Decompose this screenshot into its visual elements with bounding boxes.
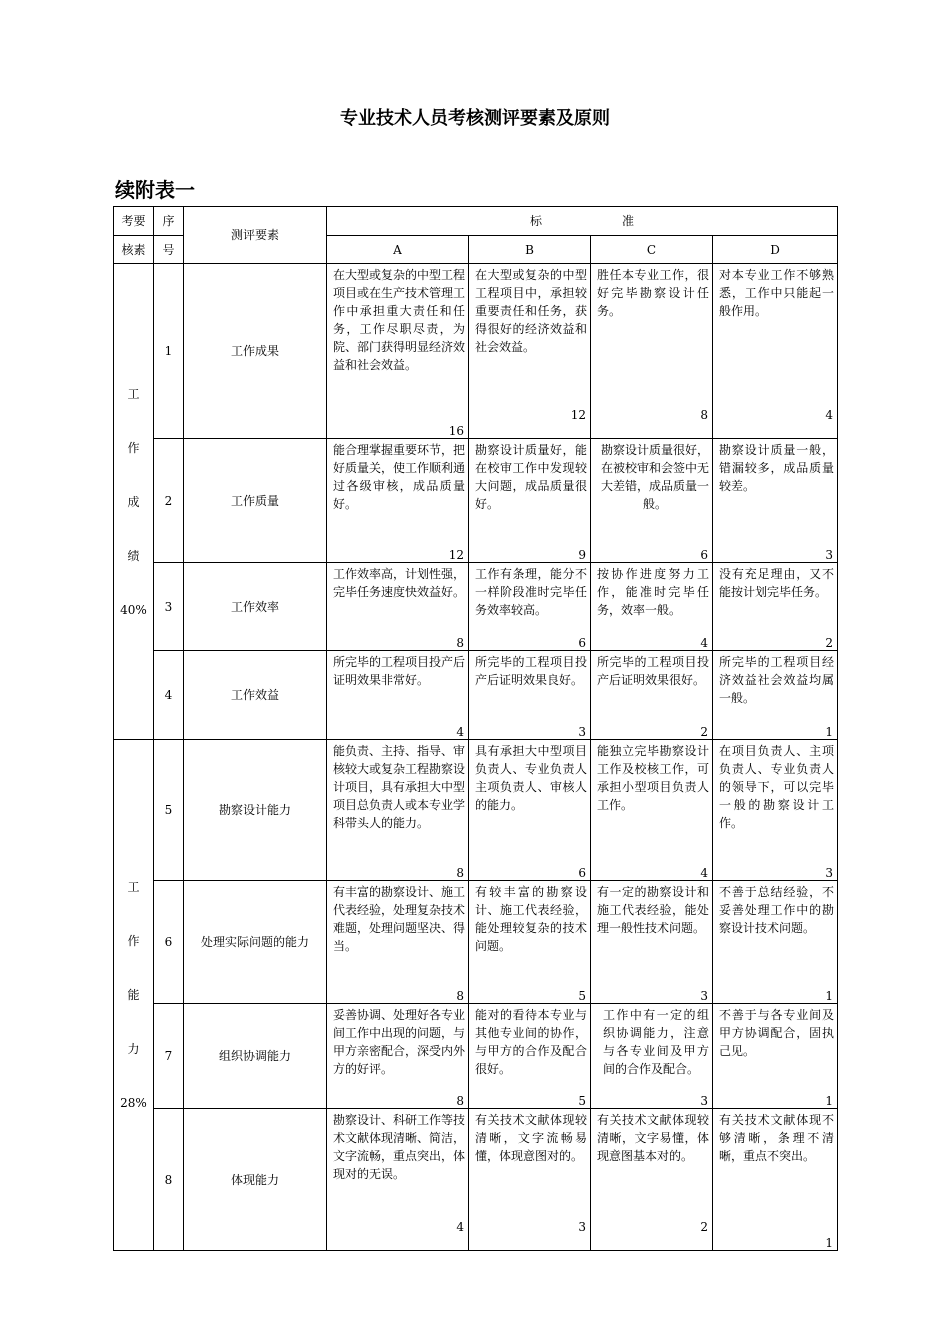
criteria-cell-d: 不善于与各专业间及甲方协调配合，固执己见。 1 <box>713 1004 838 1109</box>
criteria-cell-a: 工作效率高，计划性强，完毕任务速度快效益好。 8 <box>327 563 469 651</box>
element-cell: 体现能力 <box>184 1109 327 1251</box>
score: 6 <box>700 548 708 562</box>
criteria-cell-b: 能对的看待本专业与其他专业间的协作，与甲方的合作及配合很好。 5 <box>469 1004 591 1109</box>
table-row <box>114 563 838 651</box>
evaluation-table <box>113 206 838 1251</box>
page-title: 专业技术人员考核测评要素及原则 <box>340 108 610 129</box>
criteria-cell-c: 胜任本专业工作，很好完毕勘察设计任务。 8 <box>591 264 713 439</box>
criteria-cell-c: 有一定的勘察设计和施工代表经验，能处理一般性技术问题。 3 <box>591 881 713 1004</box>
header-element: 测评要素 <box>184 207 327 264</box>
score: 12 <box>570 408 586 422</box>
table-row <box>114 439 838 563</box>
score: 4 <box>700 866 708 880</box>
table-row <box>114 1004 838 1109</box>
criteria-cell-d: 在项目负责人、主项负责人、专业负责人的领导下，可以完毕一般的勘察设计工作。 3 <box>713 740 838 881</box>
score: 4 <box>700 636 708 650</box>
criteria-cell-c: 按协作进度努力工作，能准时完毕任务，效率一般。 4 <box>591 563 713 651</box>
score: 2 <box>825 636 834 650</box>
score: 8 <box>456 636 464 650</box>
seq-cell: 4 <box>154 651 184 740</box>
score: 8 <box>456 866 464 880</box>
category-work-ability: 工 作 能 力 28% <box>114 740 154 1251</box>
score: 1 <box>825 1236 834 1250</box>
score: 4 <box>456 1220 464 1234</box>
criteria-cell-c: 所完毕的工程项目投产后证明效果很好。 2 <box>591 651 713 740</box>
header-seq: 序 <box>154 207 184 236</box>
criteria-cell-c: 有关技术文献体现较清晰，文字易懂，体现意图基本对的。 2 <box>591 1109 713 1251</box>
header-category: 考要 <box>114 207 154 236</box>
criteria-cell-b: 在大型或复杂的中型工程项目中，承担较重要责任和任务，获得很好的经济效益和社会效益。 12 <box>469 264 591 439</box>
criteria-cell-c: 工作中有一定的组织协调能力，注意与各专业间及甲方间的合作及配合。 3 <box>591 1004 713 1109</box>
header-seq-2: 号 <box>154 236 184 264</box>
criteria-cell-b: 有关技术文献体现较清晰，文字流畅易懂，体现意图对的。 3 <box>469 1109 591 1251</box>
criteria-cell-c: 勘察设计质量很好，在被校审和会签中无大差错，成品质量一般。 6 <box>591 439 713 563</box>
table-row <box>114 264 838 439</box>
score: 4 <box>825 408 834 422</box>
score: 1 <box>825 1094 834 1108</box>
seq-cell: 2 <box>154 439 184 563</box>
criteria-cell-a: 在大型或复杂的中型工程项目或在生产技术管理工作中承担重大责任和任务，工作尽职尽责，为院、部门获得明显经济效益和社会效益。 16 <box>327 264 469 439</box>
element-cell: 勘察设计能力 <box>184 740 327 881</box>
criteria-cell-d: 不善于总结经验，不妥善处理工作中的勘察设计技术问题。 1 <box>713 881 838 1004</box>
grade-c-header: C <box>591 236 713 264</box>
criteria-cell-c: 能独立完毕勘察设计工作及校核工作，可承担小型项目负责人工作。 4 <box>591 740 713 881</box>
grade-d-header: D <box>713 236 838 264</box>
seq-cell: 8 <box>154 1109 184 1251</box>
criteria-cell-a: 所完毕的工程项目投产后证明效果非常好。 4 <box>327 651 469 740</box>
seq-cell: 7 <box>154 1004 184 1109</box>
seq-cell: 5 <box>154 740 184 881</box>
element-cell: 处理实际问题的能力 <box>184 881 327 1004</box>
criteria-cell-a: 有丰富的勘察设计、施工代表经验，处理复杂技术难题，处理问题坚决、得当。 8 <box>327 881 469 1004</box>
criteria-cell-d: 有关技术文献体现不够清晰，条理不清晰，重点不突出。 1 <box>713 1109 838 1251</box>
criteria-cell-b: 所完毕的工程项目投产后证明效果良好。 3 <box>469 651 591 740</box>
score: 12 <box>448 548 464 562</box>
score: 2 <box>700 1220 708 1234</box>
score: 1 <box>825 989 834 1003</box>
score: 8 <box>456 1094 464 1108</box>
criteria-cell-b: 勘察设计质量好，能在校审工作中发现较大问题，成品质量很好。 9 <box>469 439 591 563</box>
criteria-cell-d: 对本专业工作不够熟悉，工作中只能起一般作用。 4 <box>713 264 838 439</box>
score: 3 <box>578 725 586 739</box>
criteria-cell-a: 能负责、主持、指导、审核较大或复杂工程勘察设计项目，具有承担大中型项目总负责人或本专业学科带头人的能力。 8 <box>327 740 469 881</box>
element-cell: 工作质量 <box>184 439 327 563</box>
table-row <box>114 1109 838 1251</box>
score: 16 <box>448 424 464 438</box>
table-row <box>114 651 838 740</box>
score: 1 <box>825 725 834 739</box>
grade-a-header: A <box>327 236 469 264</box>
score: 9 <box>578 548 586 562</box>
table-row <box>114 740 838 881</box>
element-cell: 工作效率 <box>184 563 327 651</box>
category-work-results: 工 作 成 绩 40% <box>114 264 154 740</box>
score: 3 <box>700 1094 708 1108</box>
score: 6 <box>578 636 586 650</box>
criteria-cell-d: 勘察设计质量一般，错漏较多，成品质量较差。 3 <box>713 439 838 563</box>
criteria-cell-d: 所完毕的工程项目经济效益社会效益均属一般。 1 <box>713 651 838 740</box>
element-cell: 工作成果 <box>184 264 327 439</box>
score: 8 <box>700 408 708 422</box>
score: 3 <box>578 1220 586 1234</box>
element-cell: 工作效益 <box>184 651 327 740</box>
header-standard: 标 准 <box>327 207 838 236</box>
score: 3 <box>825 548 834 562</box>
criteria-cell-b: 有较丰富的勘察设计、施工代表经验，能处理较复杂的技术问题。 5 <box>469 881 591 1004</box>
score: 2 <box>700 725 708 739</box>
score: 3 <box>825 866 834 880</box>
criteria-cell-d: 没有充足理由，又不能按计划完毕任务。 2 <box>713 563 838 651</box>
header-category-2: 核素 <box>114 236 154 264</box>
criteria-cell-a: 妥善协调、处理好各专业间工作中出现的问题，与甲方亲密配合，深受内外方的好评。 8 <box>327 1004 469 1109</box>
criteria-cell-a: 能合理掌握重要环节，把好质量关，使工作顺利通过各级审核，成品质量好。 12 <box>327 439 469 563</box>
table-subtitle: 续附表一 <box>115 178 195 202</box>
element-cell: 组织协调能力 <box>184 1004 327 1109</box>
seq-cell: 1 <box>154 264 184 439</box>
table-row <box>114 881 838 1004</box>
seq-cell: 6 <box>154 881 184 1004</box>
criteria-cell-a: 勘察设计、科研工作等技术文献体现清晰、简洁，文字流畅，重点突出，体现对的无误。 4 <box>327 1109 469 1251</box>
grade-b-header: B <box>469 236 591 264</box>
score: 8 <box>456 989 464 1003</box>
score: 5 <box>578 1094 586 1108</box>
score: 6 <box>578 866 586 880</box>
score: 5 <box>578 989 586 1003</box>
criteria-cell-b: 工作有条理，能分不一样阶段准时完毕任务效率较高。 6 <box>469 563 591 651</box>
seq-cell: 3 <box>154 563 184 651</box>
criteria-cell-b: 具有承担大中型项目负责人、专业负责人主项负责人、审核人的能力。 6 <box>469 740 591 881</box>
score: 4 <box>456 725 464 739</box>
score: 3 <box>700 989 708 1003</box>
